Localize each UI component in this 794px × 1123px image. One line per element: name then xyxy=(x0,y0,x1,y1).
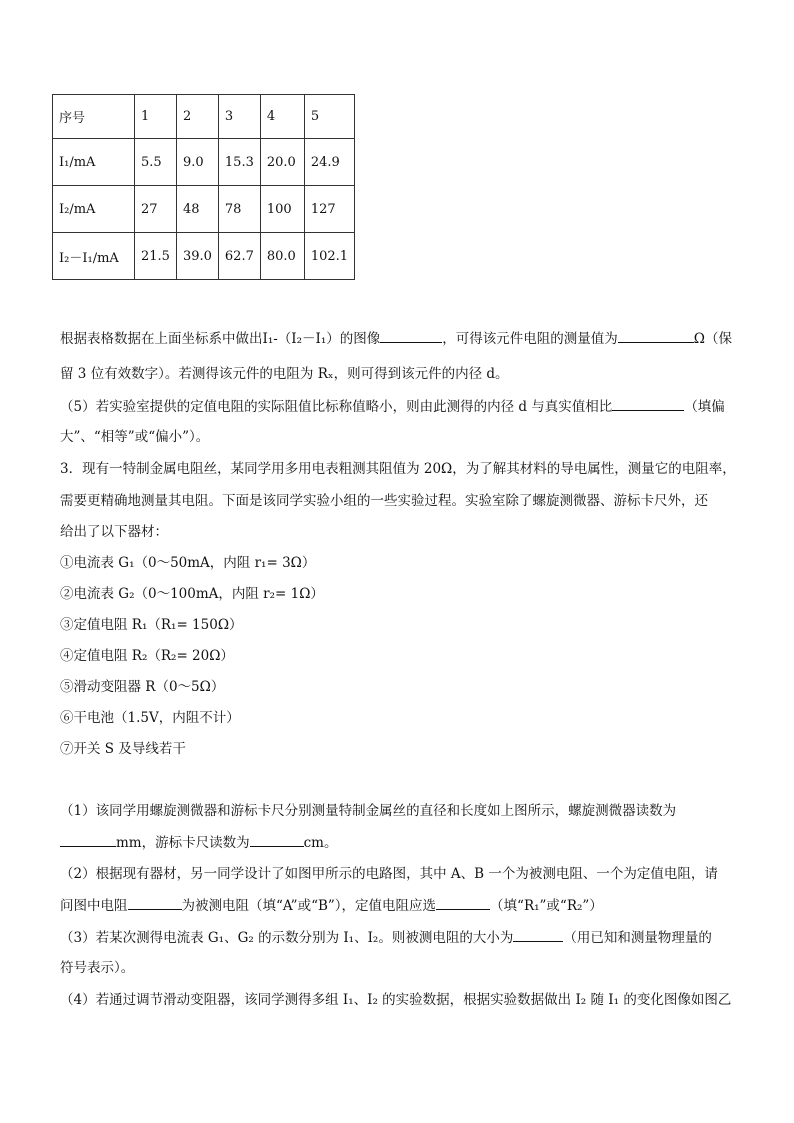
table-cell: 4 xyxy=(260,95,304,139)
table-row xyxy=(53,186,355,233)
table-cell: 15.3 xyxy=(218,139,260,186)
equipment-item: ⑥干电池（1.5V，内阻不计） xyxy=(60,710,240,726)
answer-blank[interactable] xyxy=(618,328,694,343)
answer-blank[interactable] xyxy=(60,832,116,847)
subquestion-3-line: 符号表示）。 xyxy=(60,960,135,976)
table-header-cell: I₂/mA xyxy=(53,186,135,233)
subquestion-1-line: （1）该同学用螺旋测微器和游标卡尺分别测量特制金属丝的直径和长度如上图所示，螺旋测微器读数为 xyxy=(60,803,677,819)
table-cell: 27 xyxy=(135,186,177,233)
table-header-cell: 序号 xyxy=(53,95,135,139)
table-row xyxy=(53,95,355,139)
subquestion-2-line xyxy=(60,895,736,916)
table-cell: 48 xyxy=(176,186,218,233)
text-run: ，可得该元件电阻的测量值为 xyxy=(442,331,618,347)
answer-blank[interactable] xyxy=(128,895,182,910)
table-cell: 9.0 xyxy=(176,139,218,186)
subquestion-4-line: （4）若通过调节滑动变阻器，该同学测得多组 I₁、I₂ 的实验数据，根据实验数据做出 I₂ 随 I₁ 的变化图像如图乙 xyxy=(60,992,732,1008)
paragraph-line: 留 3 位有效数字）。若测得该元件的电阻为 Rₓ，则可得到该元件的内径 d。 xyxy=(60,366,509,382)
equipment-item: ①电流表 G₁（0～50mA，内阻 r₁= 3Ω） xyxy=(60,555,316,571)
table-header-cell: I₁/mA xyxy=(53,139,135,186)
answer-blank[interactable] xyxy=(436,895,490,910)
text-run: （用已知和测量物理量的 xyxy=(563,930,712,946)
equipment-item: ④定值电阻 R₂（R₂= 20Ω） xyxy=(60,648,234,664)
table-cell: 5.5 xyxy=(135,139,177,186)
table-cell: 21.5 xyxy=(135,233,177,280)
text-run: 问图中电阻 xyxy=(60,898,128,914)
table-cell: 62.7 xyxy=(218,233,260,280)
answer-blank[interactable] xyxy=(380,328,442,343)
paragraph-line: 大”、“相等”或“偏小”）。 xyxy=(60,429,210,445)
table-cell: 5 xyxy=(304,95,354,139)
text-run: （填偏 xyxy=(684,399,725,415)
text-run: （填“R₁”或“R₂”） xyxy=(490,898,603,914)
equipment-item: ③定值电阻 R₁（R₁= 150Ω） xyxy=(60,617,243,633)
answer-blank[interactable] xyxy=(513,927,563,942)
table-cell: 24.9 xyxy=(304,139,354,186)
question-3-line: 需要更精确地测量其电阻。下面是该同学实验小组的一些实验过程。实验室除了螺旋测微器、游标卡尺外，还 xyxy=(60,493,708,509)
text-run: 为被测电阻（填“A”或“B”），定值电阻应选 xyxy=(181,898,437,914)
equipment-item: ⑦开关 S 及导线若干 xyxy=(60,741,186,757)
data-table xyxy=(52,94,355,280)
table-row xyxy=(53,139,355,186)
table-cell: 78 xyxy=(218,186,260,233)
answer-blank[interactable] xyxy=(612,396,684,411)
table-row xyxy=(53,233,355,280)
text-run: （5）若实验室提供的定值电阻的实际阻值比标称值略小，则由此测得的内径 d 与真实值相比 xyxy=(60,399,613,415)
subquestion-3-line xyxy=(60,927,736,948)
table-cell: 39.0 xyxy=(176,233,218,280)
text-run: I₁-（I₂－I₁）的图像 xyxy=(262,331,381,347)
table-cell: 3 xyxy=(218,95,260,139)
question-3-line: 3．现有一特制金属电阻丝，某同学用多用电表粗测其阻值为 20Ω，为了解其材料的导电属性，测量它的电阻率， xyxy=(60,461,736,477)
answer-blank[interactable] xyxy=(250,832,304,847)
table-cell: 80.0 xyxy=(260,233,304,280)
question-3-line: 给出了以下器材： xyxy=(60,524,168,540)
subquestion-2-line: （2）根据现有器材，另一同学设计了如图甲所示的电路图，其中 A、B 一个为被测电阻、一个为定值电阻，请 xyxy=(60,866,718,882)
subquestion-1-line xyxy=(60,832,736,853)
equipment-item: ⑤滑动变阻器 R（0～5Ω） xyxy=(60,679,225,695)
text-run: cm。 xyxy=(303,835,338,851)
text-run: mm，游标卡尺读数为 xyxy=(116,835,250,851)
paragraph-line xyxy=(60,396,736,417)
table-cell: 100 xyxy=(260,186,304,233)
table-cell: 127 xyxy=(304,186,354,233)
table-cell: 20.0 xyxy=(260,139,304,186)
text-run: Ω（保 xyxy=(693,331,732,347)
text-run: （3）若某次测得电流表 G₁、G₂ 的示数分别为 I₁、I₂。则被测电阻的大小为 xyxy=(60,930,514,946)
equipment-item: ②电流表 G₂（0～100mA，内阻 r₂= 1Ω） xyxy=(60,586,324,602)
table-cell: 1 xyxy=(135,95,177,139)
table-cell: 102.1 xyxy=(304,233,354,280)
paragraph-line xyxy=(60,328,736,349)
table-header-cell: I₂－I₁/mA xyxy=(53,233,135,280)
table-cell: 2 xyxy=(176,95,218,139)
text-run: 根据表格数据在上面坐标系中做出 xyxy=(60,331,263,347)
